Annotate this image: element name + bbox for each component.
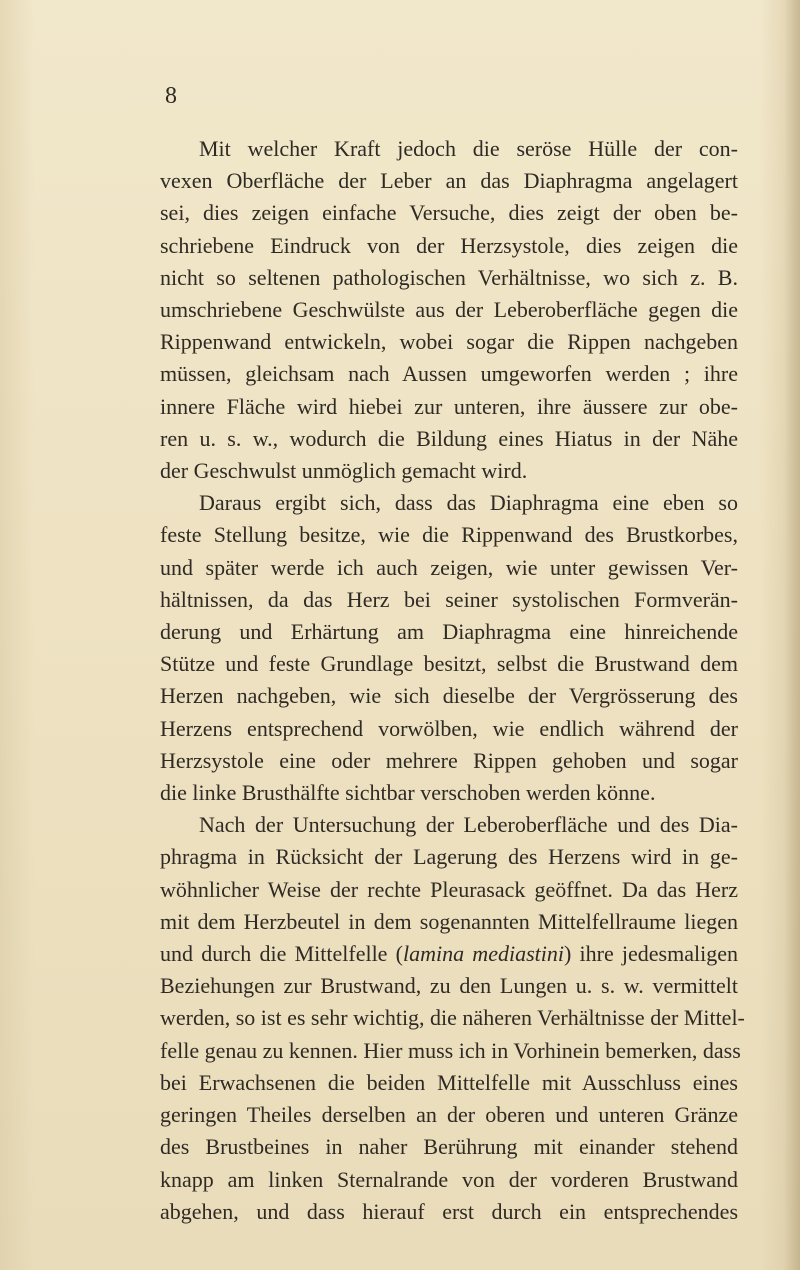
text-line: schriebene Eindruck von der Herzsystole, dies zeigen die <box>160 232 738 258</box>
text-line: Herzsystole eine oder mehrere Rippen gehoben und sogar <box>160 747 738 773</box>
text-line: vexen Oberfläche der Leber an das Diaphragma angelagert <box>160 168 738 194</box>
text-line: Daraus ergibt sich, dass das Diaphragma eine eben so <box>199 490 738 516</box>
text-line: feste Stellung besitze, wie die Rippenwand des Brustkorbes, <box>160 522 738 548</box>
text-line: und später werde ich auch zeigen, wie unter gewissen Ver- <box>160 554 738 580</box>
text-line: die linke Brusthälfte sichtbar verschoben werden könne. <box>160 780 656 806</box>
text-line: Stütze und feste Grundlage besitzt, selbst die Brustwand dem <box>160 651 738 677</box>
text-line: werden, so ist es sehr wichtig, die näheren Verhältnisse der Mittel- <box>160 1005 745 1031</box>
text-line: abgehen, und dass hierauf erst durch ein entsprechendes <box>160 1198 738 1224</box>
page-edge-shadow <box>784 0 800 1270</box>
text-line: geringen Theiles derselben an der oberen und unteren Gränze <box>160 1102 738 1128</box>
italic-term: lamina mediastini <box>402 941 564 967</box>
text-line: derung und Erhärtung am Diaphragma eine hinreichende <box>160 619 738 645</box>
text-line: der Geschwulst unmöglich gemacht wird. <box>160 458 528 484</box>
text-line: phragma in Rücksicht der Lagerung des Herzens wird in ge- <box>160 844 738 870</box>
text-line: bei Erwachsenen die beiden Mittelfelle mit Ausschluss eines <box>160 1069 738 1095</box>
text-line: ren u. s. w., wodurch die Bildung eines Hiatus in der Nähe <box>160 425 738 451</box>
text-line: sei, dies zeigen einfache Versuche, dies zeigt der oben be- <box>160 200 738 226</box>
text-line: Mit welcher Kraft jedoch die seröse Hülle der con- <box>199 136 738 161</box>
text-line: knapp am linken Sternalrande von der vorderen Brustwand <box>160 1166 738 1192</box>
text-line: Beziehungen zur Brustwand, zu den Lungen u. s. w. vermittelt <box>160 973 738 999</box>
text-line: Herzen nachgeben, wie sich dieselbe der Vergrösserung des <box>160 683 738 709</box>
text-line: des Brustbeines in naher Berührung mit einander stehend <box>160 1134 738 1160</box>
body-text <box>160 133 745 1228</box>
text-line: mit dem Herzbeutel in dem sogenannten Mittelfellraume liegen <box>160 908 738 934</box>
text-line: Rippenwand entwickeln, wobei sogar die Rippen nachgeben <box>160 329 738 355</box>
text-line: und durch die Mittelfelle (lamina mediastini) ihre jedesmaligen <box>160 941 738 967</box>
text-line: Herzens entsprechend vorwölben, wie endlich während der <box>160 715 738 741</box>
text-line: innere Fläche wird hiebei zur unteren, ihre äussere zur obe- <box>160 393 738 419</box>
text-line: müssen, gleichsam nach Aussen umgeworfen werden ; ihre <box>160 361 738 387</box>
page-number: 8 <box>165 83 177 109</box>
text-line: hältnissen, da das Herz bei seiner systolischen Formverän- <box>160 586 738 612</box>
text-line: wöhnlicher Weise der rechte Pleurasack geöffnet. Da das Herz <box>160 876 738 902</box>
text-line: nicht so seltenen pathologischen Verhältnisse, wo sich z. B. <box>160 264 738 290</box>
text-line: felle genau zu kennen. Hier muss ich in Vorhinein bemerken, dass <box>160 1037 741 1063</box>
text-line: Nach der Untersuchung der Leberoberfläche und des Dia- <box>199 812 738 838</box>
text-line: umschriebene Geschwülste aus der Leberoberfläche gegen die <box>160 297 738 323</box>
